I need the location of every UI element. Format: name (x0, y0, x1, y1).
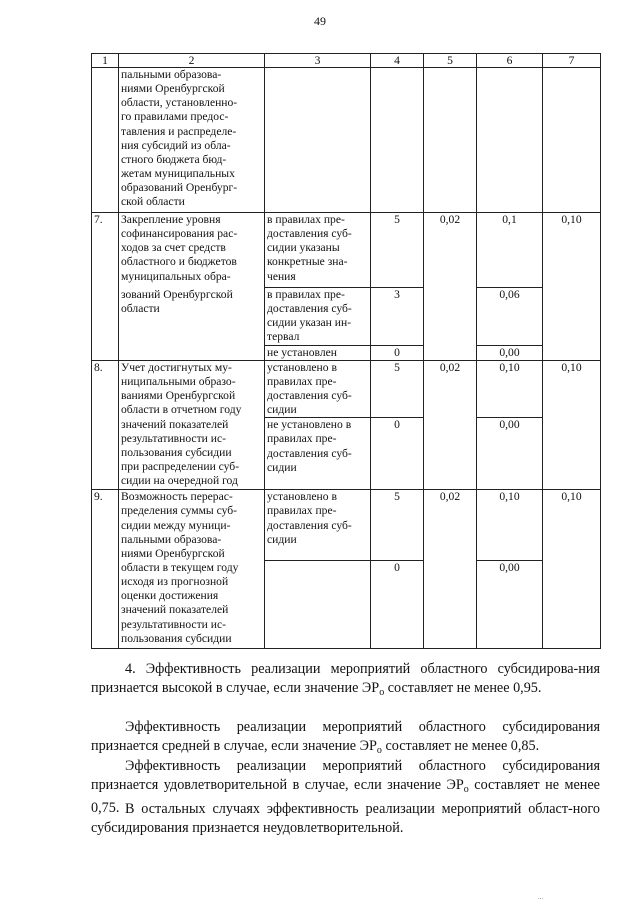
header-cell: 6 (477, 54, 543, 68)
coef-cell: 0,10 (477, 360, 543, 418)
table-row (92, 288, 601, 346)
condition-text: установлено в правилах пре- доставления суб- сидии (265, 490, 371, 561)
score-cell: 0 (371, 418, 424, 490)
coef-cell: 0,00 (477, 418, 543, 490)
table-row-continuation (92, 68, 601, 213)
criterion-text: области в текущем году исходя из прогнозной оценки достижения значений показателей результативности ис- пользования субсидии (119, 561, 265, 649)
score-cell: 5 (371, 490, 424, 561)
header-cell: 4 (371, 54, 424, 68)
weight-cell: 0,02 (424, 360, 477, 418)
table-row (92, 490, 601, 561)
max-cell: 0,10 (543, 213, 601, 288)
criterion-text: Возможность перерас- пределения суммы суб- сидии между муници- пальными образова- ниями Оренбургской (119, 490, 265, 561)
condition-text: в правилах пре- доставления суб- сидии указаны конкретные зна- чения (265, 213, 371, 288)
weight-cell: 0,02 (424, 490, 477, 561)
criterion-text: зований Оренбургской области (119, 288, 265, 346)
criterion-text: значений показателей результативности ис- пользования субсидии при распределении суб- сидии на очередной год (119, 418, 265, 490)
table-row (92, 345, 601, 360)
score-cell: 5 (371, 213, 424, 288)
paragraph-high: 4. Эффективность реализации мероприятий областного субсидирова-ния признается высокой в случае, если значение $ЭР_о$ составляет не менее 0,95. (91, 661, 600, 698)
header-cell: 2 (119, 54, 265, 68)
criterion-text: Учет достигнутых му- ниципальными образо- ваниями Оренбургской области в отчетном году (119, 360, 265, 418)
paragraph-satisfactory: Эффективность реализации мероприятий областного субсидирования признается удовлетворительной в случае, если значение $ЭР_о$ составляет не менее 0,75. (91, 758, 600, 816)
max-cell: 0,10 (543, 490, 601, 561)
table-row (92, 213, 601, 288)
condition-text (265, 561, 371, 649)
criterion-text: Закрепление уровня софинансирования рас- ходов за счет средств областного и бюджетов муниципальных обра- (119, 213, 265, 288)
paragraph-unsatisfactory: В остальных случаях эффективность реализации мероприятий област-ного субсидирования признается неудовлетворительной. (91, 801, 600, 836)
coef-cell: 0,06 (477, 288, 543, 346)
header-cell: 7 (543, 54, 601, 68)
table-row (92, 561, 601, 649)
condition-text: не установлено в правилах пре- доставления суб- сидии (265, 418, 371, 490)
score-cell: 5 (371, 360, 424, 418)
row-number: 9. (92, 490, 119, 561)
condition-text: установлено в правилах пре- доставления суб- сидии (265, 360, 371, 418)
page-number: 49 (314, 14, 326, 28)
condition-text: не установлен (265, 345, 371, 360)
table-row (92, 360, 601, 418)
row-number: 7. (92, 213, 119, 288)
criterion-text: пальными образова- ниями Оренбургской области, установленно- го правилами предос- тавления и распределе- ния субсидий из обла- стного бюджета бюд- жетам муниципальных образований Оренбург- ской области (119, 68, 265, 213)
header-cell: 5 (424, 54, 477, 68)
header-cell: 3 (265, 54, 371, 68)
header-cell: 1 (92, 54, 119, 68)
score-cell: 0 (371, 561, 424, 649)
coef-cell: 0,1 (477, 213, 543, 288)
row-number: 8. (92, 360, 119, 418)
score-cell: 3 (371, 288, 424, 346)
condition-text: в правилах пре- доставления суб- сидии указан ин- тервал (265, 288, 371, 346)
coef-cell: 0,00 (477, 561, 543, 649)
scan-mark: ... (538, 893, 544, 901)
criteria-table (91, 53, 601, 649)
table-header-row (92, 54, 601, 68)
coef-cell: 0,00 (477, 345, 543, 360)
score-cell: 0 (371, 345, 424, 360)
table-row (92, 418, 601, 490)
max-cell: 0,10 (543, 360, 601, 418)
coef-cell: 0,10 (477, 490, 543, 561)
paragraph-medium: Эффективность реализации мероприятий областного субсидирования признается средней в случае, если значение $ЭР_о$ составляет не менее 0,85. (91, 719, 600, 756)
weight-cell: 0,02 (424, 213, 477, 288)
